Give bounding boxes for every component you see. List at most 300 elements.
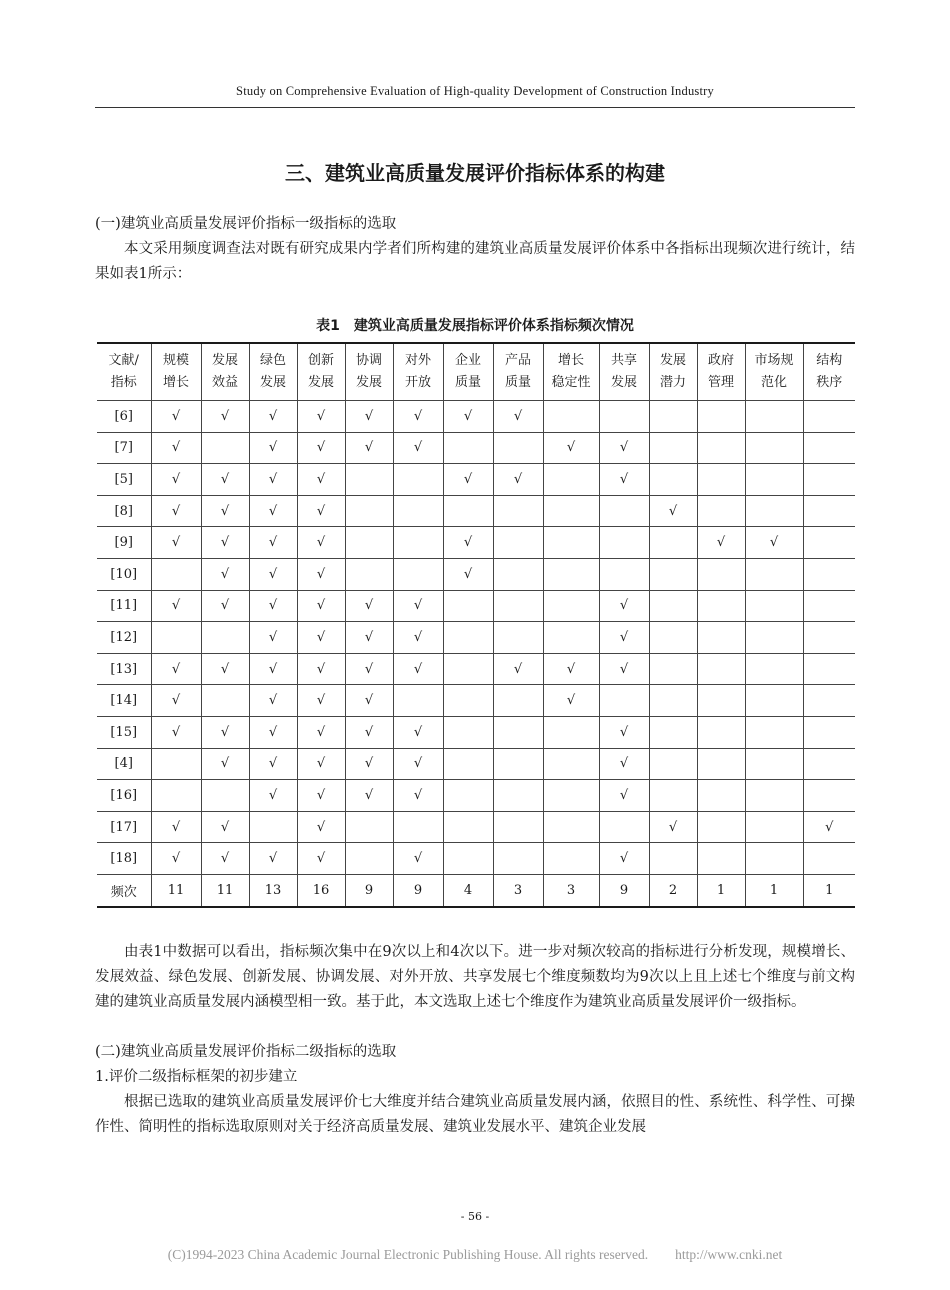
table-cell: √: [201, 401, 249, 433]
reference-cell: [17]: [97, 811, 151, 843]
table-cell: [443, 716, 493, 748]
table-cell: [543, 590, 599, 622]
header-line: 管理: [707, 375, 734, 390]
table-cell: [493, 590, 543, 622]
table-cell: [151, 558, 201, 590]
subsection-heading-1: (一)建筑业高质量发展评价指标一级指标的选取: [95, 216, 397, 232]
table-cell: √: [393, 590, 443, 622]
table-cell: √: [393, 401, 443, 433]
table-cell: [249, 811, 297, 843]
table-cell: [649, 527, 697, 559]
table-cell: √: [297, 622, 345, 654]
table-cell: √: [249, 432, 297, 464]
header-line: 范化: [760, 375, 787, 390]
reference-cell: [9]: [97, 527, 151, 559]
table-cell: 9: [345, 874, 393, 906]
header-line: 潜力: [659, 375, 686, 390]
table-cell: √: [345, 716, 393, 748]
table-cell: [345, 811, 393, 843]
table-cell: [201, 780, 249, 812]
table-cell: [599, 811, 649, 843]
table-cell: √: [345, 685, 393, 717]
table-cell: √: [543, 685, 599, 717]
table-cell: √: [201, 527, 249, 559]
table-cell: [201, 622, 249, 654]
table-cell: [345, 843, 393, 875]
table-cell: [443, 780, 493, 812]
table-header-cell: [443, 343, 493, 401]
table-row: [97, 401, 855, 433]
subsection-heading-2: (二)建筑业高质量发展评价指标二级指标的选取: [95, 1044, 397, 1060]
table-cell: [493, 432, 543, 464]
table-cell: √: [393, 653, 443, 685]
table-cell: [649, 748, 697, 780]
reference-cell: [12]: [97, 622, 151, 654]
table-cell: √: [393, 622, 443, 654]
table-cell: √: [443, 527, 493, 559]
reference-cell: 频次: [97, 874, 151, 906]
table-cell: [493, 527, 543, 559]
table-cell: [745, 495, 803, 527]
table-row: [97, 716, 855, 748]
table-cell: [543, 464, 599, 496]
table-cell: [493, 780, 543, 812]
table-cell: √: [249, 653, 297, 685]
table-cell: 13: [249, 874, 297, 906]
table-cell: [697, 716, 745, 748]
table-cell: [393, 464, 443, 496]
table-cell: [697, 780, 745, 812]
reference-cell: [16]: [97, 780, 151, 812]
table-cell: √: [151, 527, 201, 559]
header-line: 质量: [504, 375, 531, 390]
table-cell: √: [201, 495, 249, 527]
table-cell: [493, 495, 543, 527]
table-cell: √: [249, 590, 297, 622]
table-caption: 表1 建筑业高质量发展指标评价体系指标频次情况: [316, 318, 634, 334]
table-cell: 11: [151, 874, 201, 906]
table-cell: √: [151, 653, 201, 685]
table-cell: √: [393, 748, 443, 780]
table-cell: [543, 527, 599, 559]
table-row: [97, 622, 855, 654]
table-cell: 4: [443, 874, 493, 906]
table-cell: √: [297, 780, 345, 812]
table-cell: [393, 527, 443, 559]
table-cell: √: [297, 843, 345, 875]
table-cell: [493, 843, 543, 875]
table-row: [97, 590, 855, 622]
table-cell: √: [745, 527, 803, 559]
running-header: Study on Comprehensive Evaluation of High-quality Development of Construction Industry: [236, 84, 714, 98]
header-line: 质量: [454, 375, 481, 390]
table-cell: √: [345, 590, 393, 622]
table-cell: √: [249, 558, 297, 590]
table-cell: [649, 622, 697, 654]
table-cell: √: [201, 843, 249, 875]
table-cell: √: [297, 464, 345, 496]
table-cell: [803, 685, 855, 717]
reference-cell: [14]: [97, 685, 151, 717]
table-cell: √: [249, 685, 297, 717]
header-line: 共享: [610, 353, 637, 368]
reference-cell: [4]: [97, 748, 151, 780]
table-cell: √: [249, 401, 297, 433]
table-cell: √: [151, 685, 201, 717]
reference-cell: [11]: [97, 590, 151, 622]
table-cell: √: [151, 401, 201, 433]
table-cell: √: [249, 495, 297, 527]
secondary-paragraph: 根据已选取的建筑业高质量发展评价七大维度并结合建筑业高质量发展内涵，依照目的性、系统性、科学性、可操作性、简明性的指标选取原则对关于经济高质量发展、建筑业发展水平、建筑企业发展: [95, 1094, 855, 1135]
table-cell: [443, 653, 493, 685]
table-row: [97, 558, 855, 590]
header-line: 对外: [404, 353, 431, 368]
table-cell: [745, 811, 803, 843]
table-cell: √: [201, 653, 249, 685]
table-cell: √: [443, 464, 493, 496]
table-cell: [599, 685, 649, 717]
table-cell: √: [249, 748, 297, 780]
reference-cell: [10]: [97, 558, 151, 590]
table-cell: [543, 495, 599, 527]
table-cell: [745, 590, 803, 622]
subsubsection-heading: 1.评价二级指标框架的初步建立: [95, 1069, 298, 1085]
table-header-cell: [803, 343, 855, 401]
header-line: 增长: [162, 375, 189, 390]
table-cell: √: [599, 432, 649, 464]
header-line: 发展: [307, 375, 334, 390]
header-line: 规模: [162, 353, 189, 368]
table-cell: √: [151, 590, 201, 622]
header-line: 指标: [110, 375, 137, 390]
table-header-cell: [543, 343, 599, 401]
table-cell: [697, 401, 745, 433]
table-cell: √: [393, 843, 443, 875]
table-row: [97, 464, 855, 496]
table-header-cell: [697, 343, 745, 401]
table-cell: [543, 716, 599, 748]
analysis-paragraph: 由表1中数据可以看出，指标频次集中在9次以上和4次以下。进一步对频次较高的指标进行分析发现，规模增长、发展效益、绿色发展、创新发展、协调发展、对外开放、共享发展七个维度频数均为9次以上且上述七个维度与前文构建的建筑业高质量发展内涵模型相一致。基于此，本文选取上述七个维度作为建筑业高质量发展评价一级指标。: [95, 944, 855, 1010]
table-cell: √: [599, 653, 649, 685]
header-line: 发展: [355, 375, 382, 390]
table-cell: [697, 558, 745, 590]
table-cell: [697, 811, 745, 843]
table-cell: [493, 685, 543, 717]
table-body: [97, 401, 855, 907]
table-cell: √: [297, 527, 345, 559]
table-cell: [745, 653, 803, 685]
table-cell: [393, 811, 443, 843]
header-line: 企业: [454, 353, 481, 368]
table-cell: [803, 527, 855, 559]
table-cell: [443, 590, 493, 622]
table-cell: √: [599, 843, 649, 875]
table-cell: √: [393, 716, 443, 748]
table-cell: 16: [297, 874, 345, 906]
table-cell: [803, 432, 855, 464]
table-cell: √: [201, 464, 249, 496]
table-cell: [649, 401, 697, 433]
table-cell: √: [201, 811, 249, 843]
table-cell: [649, 653, 697, 685]
table-cell: [745, 432, 803, 464]
table-cell: √: [249, 622, 297, 654]
table-cell: √: [249, 716, 297, 748]
table-cell: √: [297, 716, 345, 748]
table-cell: [697, 653, 745, 685]
table-header-cell: [493, 343, 543, 401]
table-cell: [393, 685, 443, 717]
section-title: 三、建筑业高质量发展评价指标体系的构建: [285, 161, 665, 185]
table-cell: √: [493, 653, 543, 685]
table-cell: [803, 716, 855, 748]
table-header-cell: [201, 343, 249, 401]
table-cell: √: [297, 495, 345, 527]
table-cell: [443, 622, 493, 654]
table-cell: [649, 432, 697, 464]
table-cell: [493, 622, 543, 654]
table-row: [97, 811, 855, 843]
header-line: 产品: [504, 353, 531, 368]
table-cell: [443, 748, 493, 780]
table-cell: [443, 843, 493, 875]
table-cell: 2: [649, 874, 697, 906]
table-cell: √: [697, 527, 745, 559]
table-cell: [543, 748, 599, 780]
table-cell: √: [345, 780, 393, 812]
table-header-cell: [393, 343, 443, 401]
table-cell: [151, 748, 201, 780]
table-cell: [803, 401, 855, 433]
table-cell: [599, 401, 649, 433]
table-cell: √: [249, 843, 297, 875]
table-row: [97, 685, 855, 717]
header-line: 效益: [211, 375, 238, 390]
table-header-cell: [599, 343, 649, 401]
table-cell: √: [493, 401, 543, 433]
table-cell: √: [599, 590, 649, 622]
table-cell: √: [345, 748, 393, 780]
table-cell: √: [649, 495, 697, 527]
header-line: 发展: [259, 375, 286, 390]
table-cell: [345, 464, 393, 496]
table-cell: [697, 432, 745, 464]
table-cell: [745, 685, 803, 717]
table-cell: [745, 843, 803, 875]
table-cell: [649, 590, 697, 622]
table-cell: [745, 780, 803, 812]
table-cell: √: [599, 464, 649, 496]
table-header-cell: [249, 343, 297, 401]
table-cell: [201, 432, 249, 464]
table-header-cell: [649, 343, 697, 401]
table-cell: [151, 780, 201, 812]
header-line: 文献/: [108, 353, 139, 368]
table-cell: [697, 590, 745, 622]
reference-cell: [13]: [97, 653, 151, 685]
table-cell: [543, 558, 599, 590]
table-cell: √: [599, 748, 649, 780]
intro-paragraph: 本文采用频度调查法对既有研究成果内学者们所构建的建筑业高质量发展评价体系中各指标出现频次进行统计，结果如表1所示：: [95, 241, 855, 282]
table-header-row: [97, 343, 855, 401]
table-cell: [493, 748, 543, 780]
table-cell: 11: [201, 874, 249, 906]
table-header-cell: [97, 343, 151, 401]
reference-cell: [15]: [97, 716, 151, 748]
table-cell: [803, 780, 855, 812]
table-cell: √: [249, 527, 297, 559]
table-cell: √: [297, 558, 345, 590]
table-cell: [345, 558, 393, 590]
table-cell: √: [393, 432, 443, 464]
reference-cell: [5]: [97, 464, 151, 496]
table-cell: [599, 495, 649, 527]
header-line: 发展: [610, 375, 637, 390]
table-header-cell: [345, 343, 393, 401]
table-row: [97, 432, 855, 464]
table-cell: [443, 811, 493, 843]
table-cell: √: [393, 780, 443, 812]
table-cell: √: [151, 464, 201, 496]
table-cell: 1: [697, 874, 745, 906]
header-line: 发展: [211, 353, 238, 368]
table-cell: [345, 527, 393, 559]
table-cell: √: [493, 464, 543, 496]
table-cell: √: [543, 653, 599, 685]
table-cell: √: [297, 653, 345, 685]
table-cell: √: [297, 685, 345, 717]
frequency-table: [97, 342, 855, 908]
table-cell: √: [297, 748, 345, 780]
table-header-cell: [745, 343, 803, 401]
table-cell: [803, 590, 855, 622]
table-cell: [649, 716, 697, 748]
header-line: 增长: [557, 353, 584, 368]
table-cell: √: [599, 780, 649, 812]
table-cell: √: [151, 811, 201, 843]
table-cell: [649, 685, 697, 717]
table-cell: [493, 716, 543, 748]
table-cell: [543, 780, 599, 812]
copyright-footer: (C)1994-2023 China Academic Journal Electronic Publishing House. All rights reserved. http://www.cnki.net: [167, 1247, 783, 1262]
table-cell: [803, 843, 855, 875]
table-row: [97, 653, 855, 685]
table-cell: [745, 748, 803, 780]
reference-cell: [7]: [97, 432, 151, 464]
table-cell: √: [345, 432, 393, 464]
table-cell: √: [649, 811, 697, 843]
header-line: 秩序: [816, 375, 843, 390]
table-cell: [393, 558, 443, 590]
table-cell: √: [201, 748, 249, 780]
table-row: [97, 780, 855, 812]
table-cell: 1: [803, 874, 855, 906]
table-cell: √: [599, 716, 649, 748]
table-cell: √: [151, 716, 201, 748]
table-cell: √: [599, 622, 649, 654]
table-cell: [803, 464, 855, 496]
table-cell: √: [201, 716, 249, 748]
table-cell: √: [151, 843, 201, 875]
table-cell: [443, 495, 493, 527]
header-line: 协调: [355, 353, 382, 368]
table-cell: [745, 622, 803, 654]
header-line: 绿色: [259, 353, 286, 368]
table-cell: [493, 811, 543, 843]
reference-cell: [18]: [97, 843, 151, 875]
reference-cell: [8]: [97, 495, 151, 527]
header-line: 稳定性: [551, 375, 591, 390]
table-cell: [697, 748, 745, 780]
table-header-cell: [297, 343, 345, 401]
table-cell: √: [151, 495, 201, 527]
page-number: - 56 -: [460, 1210, 490, 1223]
frequency-total-row: [97, 874, 855, 906]
table-cell: √: [443, 558, 493, 590]
table-cell: √: [151, 432, 201, 464]
table-cell: [543, 401, 599, 433]
table-cell: [803, 622, 855, 654]
table-cell: [803, 653, 855, 685]
table-cell: [697, 495, 745, 527]
table-cell: [201, 685, 249, 717]
table-cell: [443, 432, 493, 464]
table-header-cell: [151, 343, 201, 401]
header-line: 发展: [659, 353, 686, 368]
table-cell: [543, 811, 599, 843]
reference-cell: [6]: [97, 401, 151, 433]
table-cell: [803, 558, 855, 590]
table-cell: √: [345, 653, 393, 685]
table-cell: [543, 622, 599, 654]
table-cell: [443, 685, 493, 717]
table-cell: [151, 622, 201, 654]
table-cell: [697, 843, 745, 875]
table-cell: √: [249, 464, 297, 496]
table-cell: √: [297, 432, 345, 464]
table-cell: [345, 495, 393, 527]
table-cell: [393, 495, 443, 527]
table-cell: [599, 527, 649, 559]
table-cell: √: [443, 401, 493, 433]
table-cell: 9: [393, 874, 443, 906]
header-rule: [95, 107, 855, 108]
table-row: [97, 843, 855, 875]
table-cell: √: [201, 558, 249, 590]
table-cell: [649, 780, 697, 812]
table-cell: 3: [543, 874, 599, 906]
table-cell: [543, 843, 599, 875]
table-cell: √: [297, 590, 345, 622]
table-cell: [649, 843, 697, 875]
table-cell: √: [249, 780, 297, 812]
header-line: 创新: [307, 353, 334, 368]
table-cell: [697, 464, 745, 496]
table-cell: [649, 558, 697, 590]
table-cell: √: [803, 811, 855, 843]
table-cell: √: [297, 811, 345, 843]
table-cell: [697, 685, 745, 717]
table-row: [97, 495, 855, 527]
table-cell: √: [345, 622, 393, 654]
table-cell: √: [201, 590, 249, 622]
table-cell: 3: [493, 874, 543, 906]
table-cell: [649, 464, 697, 496]
table-cell: √: [345, 401, 393, 433]
table-row: [97, 748, 855, 780]
table-cell: 9: [599, 874, 649, 906]
header-line: 开放: [404, 375, 431, 390]
